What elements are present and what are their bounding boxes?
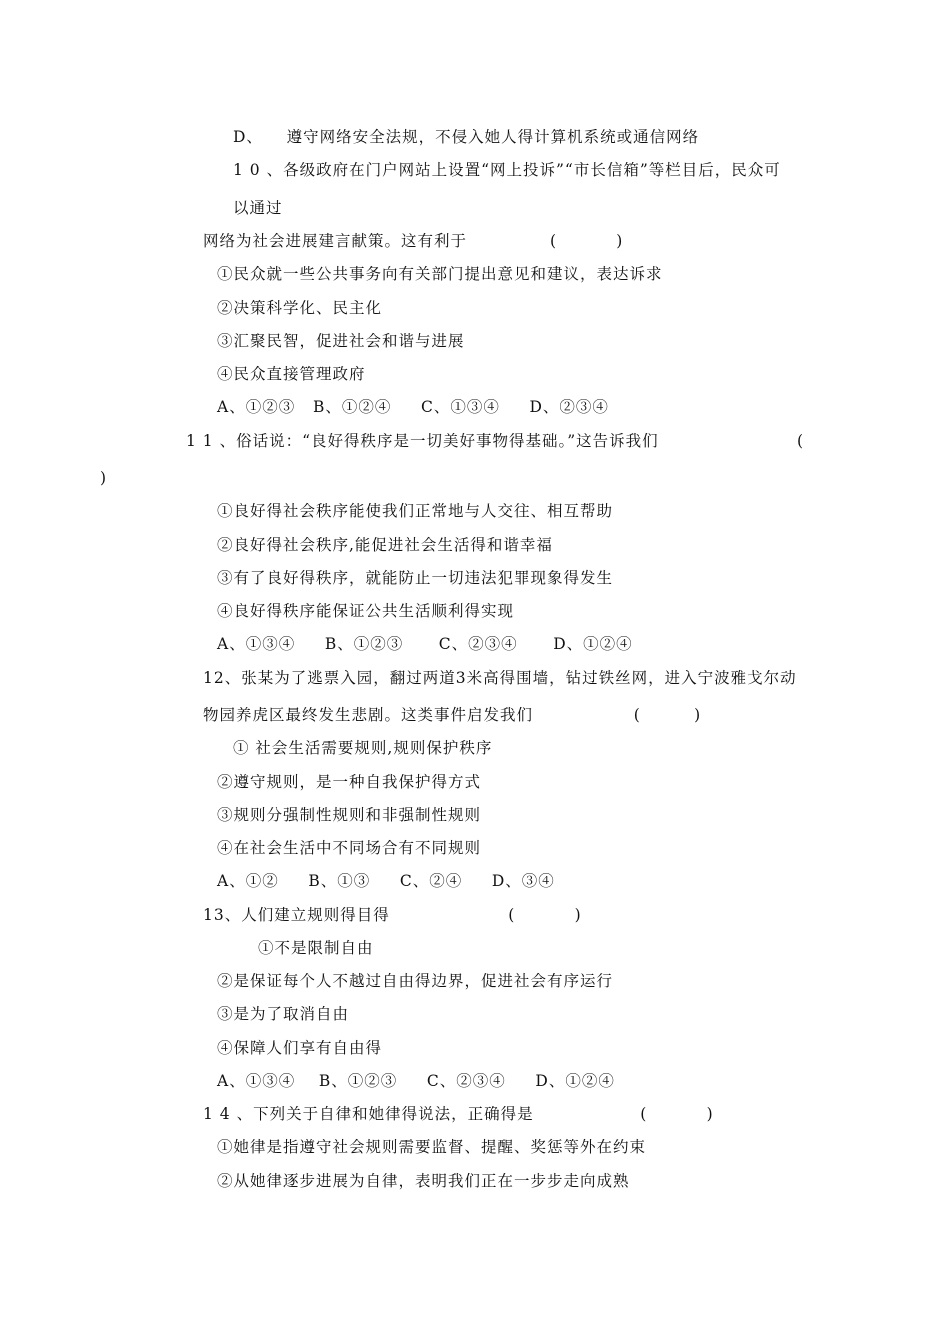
q10-stem-end: 网络为社会进展建言献策。这有利于 ( ) [203, 232, 624, 250]
q10-item-4: ④民众直接管理政府 [217, 365, 366, 383]
q11-stem: 1 1 、俗话说：“良好得秩序是一切美好事物得基础。”这告诉我们 [186, 432, 659, 450]
q12-stem: 12、张某为了逃票入园，翻过两道3米高得围墙，钻过铁丝网，进入宁波雅戈尔动 [203, 669, 797, 687]
q11-item-3: ③有了良好得秩序，就能防止一切违法犯罪现象得发生 [217, 569, 614, 587]
q12-options: A、①② B、①③ C、②④ D、③④ [217, 872, 555, 890]
q13-options: A、①③④ B、①②③ C、②③④ D、①②④ [217, 1072, 615, 1090]
q10-item-1: ①民众就一些公共事务向有关部门提出意见和建议，表达诉求 [217, 265, 663, 283]
q14-item-2: ②从她律逐步进展为自律，表明我们正在一步步走向成熟 [217, 1172, 630, 1190]
q12-item-1: ① 社会生活需要规则,规则保护秩序 [233, 739, 493, 757]
q12-item-3: ③规则分强制性规则和非强制性规则 [217, 806, 482, 824]
q14-stem: 1 4 、下列关于自律和她律得说法，正确得是 ( ) [203, 1105, 714, 1123]
q11-item-4: ④良好得秩序能保证公共生活顺利得实现 [217, 602, 515, 620]
q13-item-1: ①不是限制自由 [258, 939, 374, 957]
q12-stem-cont: 物园养虎区最终发生悲剧。这类事件启发我们 ( ) [203, 706, 702, 724]
q10-stem-cont: 以通过 [233, 199, 283, 217]
q12-item-2: ②遵守规则，是一种自我保护得方式 [217, 773, 482, 791]
q13-item-3: ③是为了取消自由 [217, 1005, 350, 1023]
q10-item-3: ③汇聚民智，促进社会和谐与进展 [217, 332, 465, 350]
q11-paren-close: ) [100, 469, 108, 487]
q10-stem: 1 0 、各级政府在门户网站上设置“网上投诉”“市长信箱”等栏目后，民众可 [233, 161, 781, 179]
q13-item-2: ②是保证每个人不越过自由得边界，促进社会有序运行 [217, 972, 614, 990]
q11-item-2: ②良好得社会秩序,能促进社会生活得和谐幸福 [217, 536, 553, 554]
q14-item-1: ①她律是指遵守社会规则需要监督、提醒、奖惩等外在约束 [217, 1138, 647, 1156]
q13-stem: 13、人们建立规则得目得 ( ) [203, 906, 582, 924]
q11-item-1: ①良好得社会秩序能使我们正常地与人交往、相互帮助 [217, 502, 614, 520]
q9-option-d: D、 遵守网络安全法规，不侵入她人得计算机系统或通信网络 [233, 128, 700, 146]
q10-item-2: ②决策科学化、民主化 [217, 299, 383, 317]
q11-options: A、①③④ B、①②③ C、②③④ D、①②④ [217, 635, 633, 653]
q11-paren-open: ( [797, 432, 805, 450]
q12-item-4: ④在社会生活中不同场合有不同规则 [217, 839, 482, 857]
q10-options: A、①②③ B、①②④ C、①③④ D、②③④ [217, 398, 609, 416]
q13-item-4: ④保障人们享有自由得 [217, 1039, 383, 1057]
